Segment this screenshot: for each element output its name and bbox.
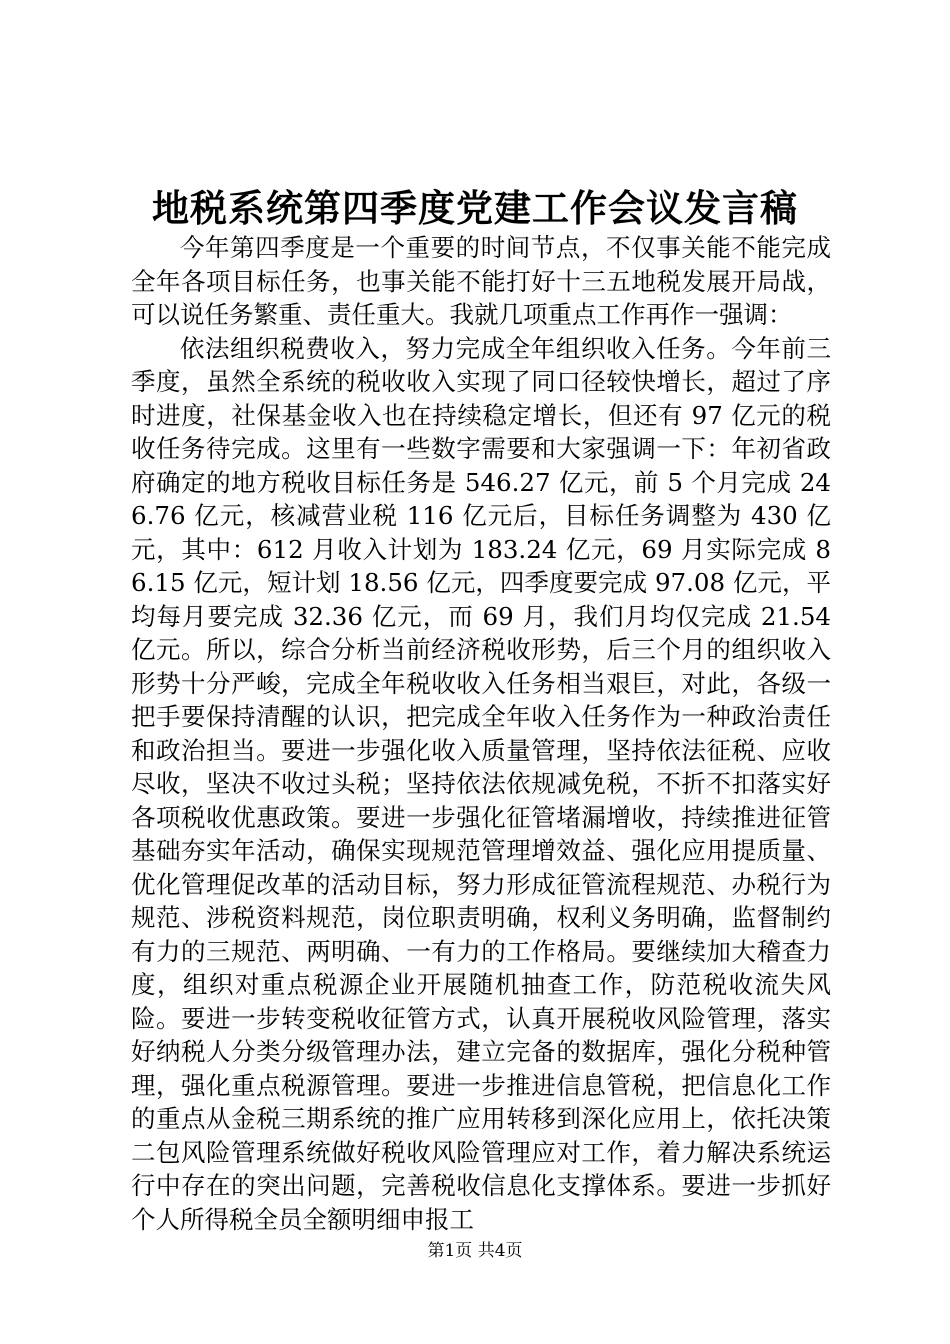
document-title: 地税系统第四季度党建工作会议发言稿 (152, 186, 798, 230)
paragraph-intro: 今年第四季度是一个重要的时间节点，不仅事关能不能完成全年各项目标任务，也事关能不能打好十三五地税发展开局战，可以说任务繁重、责任重大。我就几项重点工作再作一强调： (131, 233, 831, 329)
page-number-footer: 第1页 共4页 (427, 1241, 523, 1261)
paragraph-tax-revenue: 依法组织税费收入，努力完成全年组织收入任务。今年前三季度，虽然全系统的税收收入实现了同口径较快增长，超过了序时进度，社保基金收入也在持续稳定增长，但还有 97 亿元的税收任务待完成。这里有一些数字需要和大家强调一下：年初省政府确定的地方税收目标任务是 546.27 亿元，前 5 个月完成 246.76 亿元，核减营业税 116 亿元后，目标任务调整为 430 亿元，其中：612 月收入计划为 183.24 亿元，69 月实际完成 86.15 亿元，短计划 18.56 亿元，四季度要完成 97.08 亿元，平均每月要完成 32.36 亿元，而 69 月，我们月均仅完成 21.54 亿元。所以，综合分析当前经济税收形势，后三个月的组织收入形势十分严峻，完成全年税收收入任务相当艰巨，对此，各级一把手要保持清醒的认识，把完成全年收入任务作为一种政治责任和政治担当。要进一步强化收入质量管理，坚持依法征税、应收尽收，坚决不收过头税；坚持依法依规减免税，不折不扣落实好各项税收优惠政策。要进一步强化征管堵漏增收，持续推进征管基础夯实年活动，确保实现规范管理增效益、强化应用提质量、优化管理促改革的活动目标，努力形成征管流程规范、办税行为规范、涉税资料规范，岗位职责明确，权利义务明确，监督制约有力的三规范、两明确、一有力的工作格局。要继续加大稽查力度，组织对重点税源企业开展随机抽查工作，防范税收流失风险。要进一步转变税收征管方式，认真开展税收风险管理，落实好纳税人分类分级管理办法，建立完备的数据库，强化分税种管理，强化重点税源管理。要进一步推进信息管税，把信息化工作的重点从金税三期系统的推广应用转移到深化应用上，依托决策二包风险管理系统做好税收风险管理应对工作，着力解决系统运行中存在的突出问题，完善税收信息化支撑体系。要进一步抓好个人所得税全员全额明细申报工 (131, 333, 831, 1234)
document-body (131, 231, 831, 1236)
